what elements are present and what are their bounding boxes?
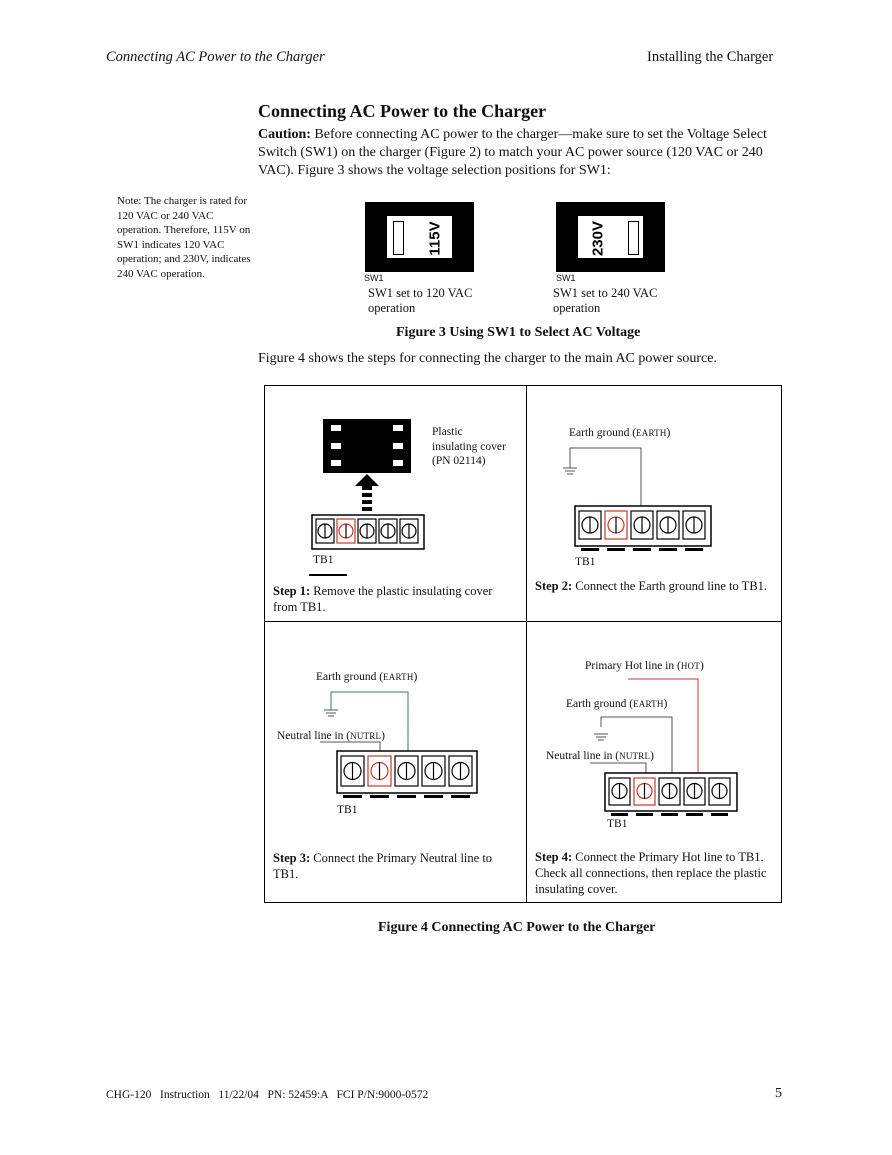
caution-paragraph [258, 126, 793, 180]
grid-divider-vertical [526, 385, 527, 903]
figure4-caption: Figure 4 Connecting AC Power to the Charger [378, 920, 656, 935]
switch-230v-illustration [556, 202, 665, 272]
figure3-caption: Figure 3 Using SW1 to Select AC Voltage [396, 325, 641, 340]
caution-text: Before connecting AC power to the charger—make sure to set the Voltage Select Switch (SW1) on the charger (Figure 2) to match your AC power source (120 VAC or 240 VAC). Figure 3 shows the voltage selection positions for SW1: [258, 127, 767, 178]
switch-230v-sw-label: SW1 [556, 273, 576, 283]
step1-text: Step 1: Remove the plastic insulating cover from TB1. [273, 584, 493, 614]
tb1-underline [309, 574, 347, 576]
tb1-label-step4: TB1 [607, 818, 628, 830]
cover-label: Plastic insulating cover (PN 02114) [432, 426, 506, 467]
switch-230v-voltage: 230V [589, 220, 607, 257]
insulating-cover-icon [323, 419, 411, 473]
side-note: Note: The charger is rated for 120 VAC or 240 VAC operation. Therefore, 115V on SW1 indicates 120 VAC operation; and 230V, indicates 240 VAC operation. [117, 195, 251, 280]
earth-ground-label-step4: Earth ground (EARTH) [566, 698, 668, 710]
switch-115v-voltage: 115V [426, 221, 444, 256]
switch-115v-caption: SW1 set to 120 VAC operation [368, 286, 473, 315]
running-header-chapter: Installing the Charger [647, 49, 774, 65]
step3-text: Step 3: Connect the Primary Neutral line to TB1. [273, 851, 493, 881]
tb1-label-step3: TB1 [337, 804, 358, 816]
neutral-label-step4: Neutral line in (NUTRL) [546, 750, 654, 762]
terminal-block-tb1-step1 [312, 513, 424, 553]
footer-doc-info: CHG-120 Instruction 11/22/04 PN: 52459:A FCI P/N:9000-0572 [106, 1089, 429, 1101]
switch-115v-sw-label: SW1 [364, 273, 384, 283]
step2-text: Step 2: Connect the Earth ground line to TB1. [535, 579, 768, 593]
running-header-title: Connecting AC Power to the Charger [106, 49, 325, 65]
step4-text: Step 4: Connect the Primary Hot line to TB1. Check all connections, then replace the plastic insulating cover. [535, 850, 767, 896]
tb1-label-step1: TB1 [313, 554, 334, 566]
earth-ground-label-step2: Earth ground (EARTH) [569, 427, 671, 439]
terminal-block-tb1-step3 [337, 749, 477, 801]
switch-115v-illustration [365, 202, 474, 272]
up-arrow-icon [355, 474, 379, 514]
neutral-label-step3: Neutral line in (NUTRL) [277, 730, 385, 742]
page-number: 5 [775, 1086, 782, 1101]
section-title: Connecting AC Power to the Charger [258, 101, 547, 121]
hot-line-label-step4: Primary Hot line in (HOT) [585, 660, 704, 672]
switch-230v-caption: SW1 set to 240 VAC operation [553, 286, 658, 315]
tb1-label-step2: TB1 [575, 556, 596, 568]
figure4-intro: Figure 4 shows the steps for connecting the charger to the main AC power source. [258, 351, 717, 366]
earth-ground-label-step3: Earth ground (EARTH) [316, 671, 418, 683]
caution-label: Caution: [258, 127, 311, 142]
terminal-block-tb1-step2 [575, 504, 711, 552]
terminal-block-tb1-step4 [605, 771, 737, 819]
grid-divider-horizontal [264, 621, 782, 622]
